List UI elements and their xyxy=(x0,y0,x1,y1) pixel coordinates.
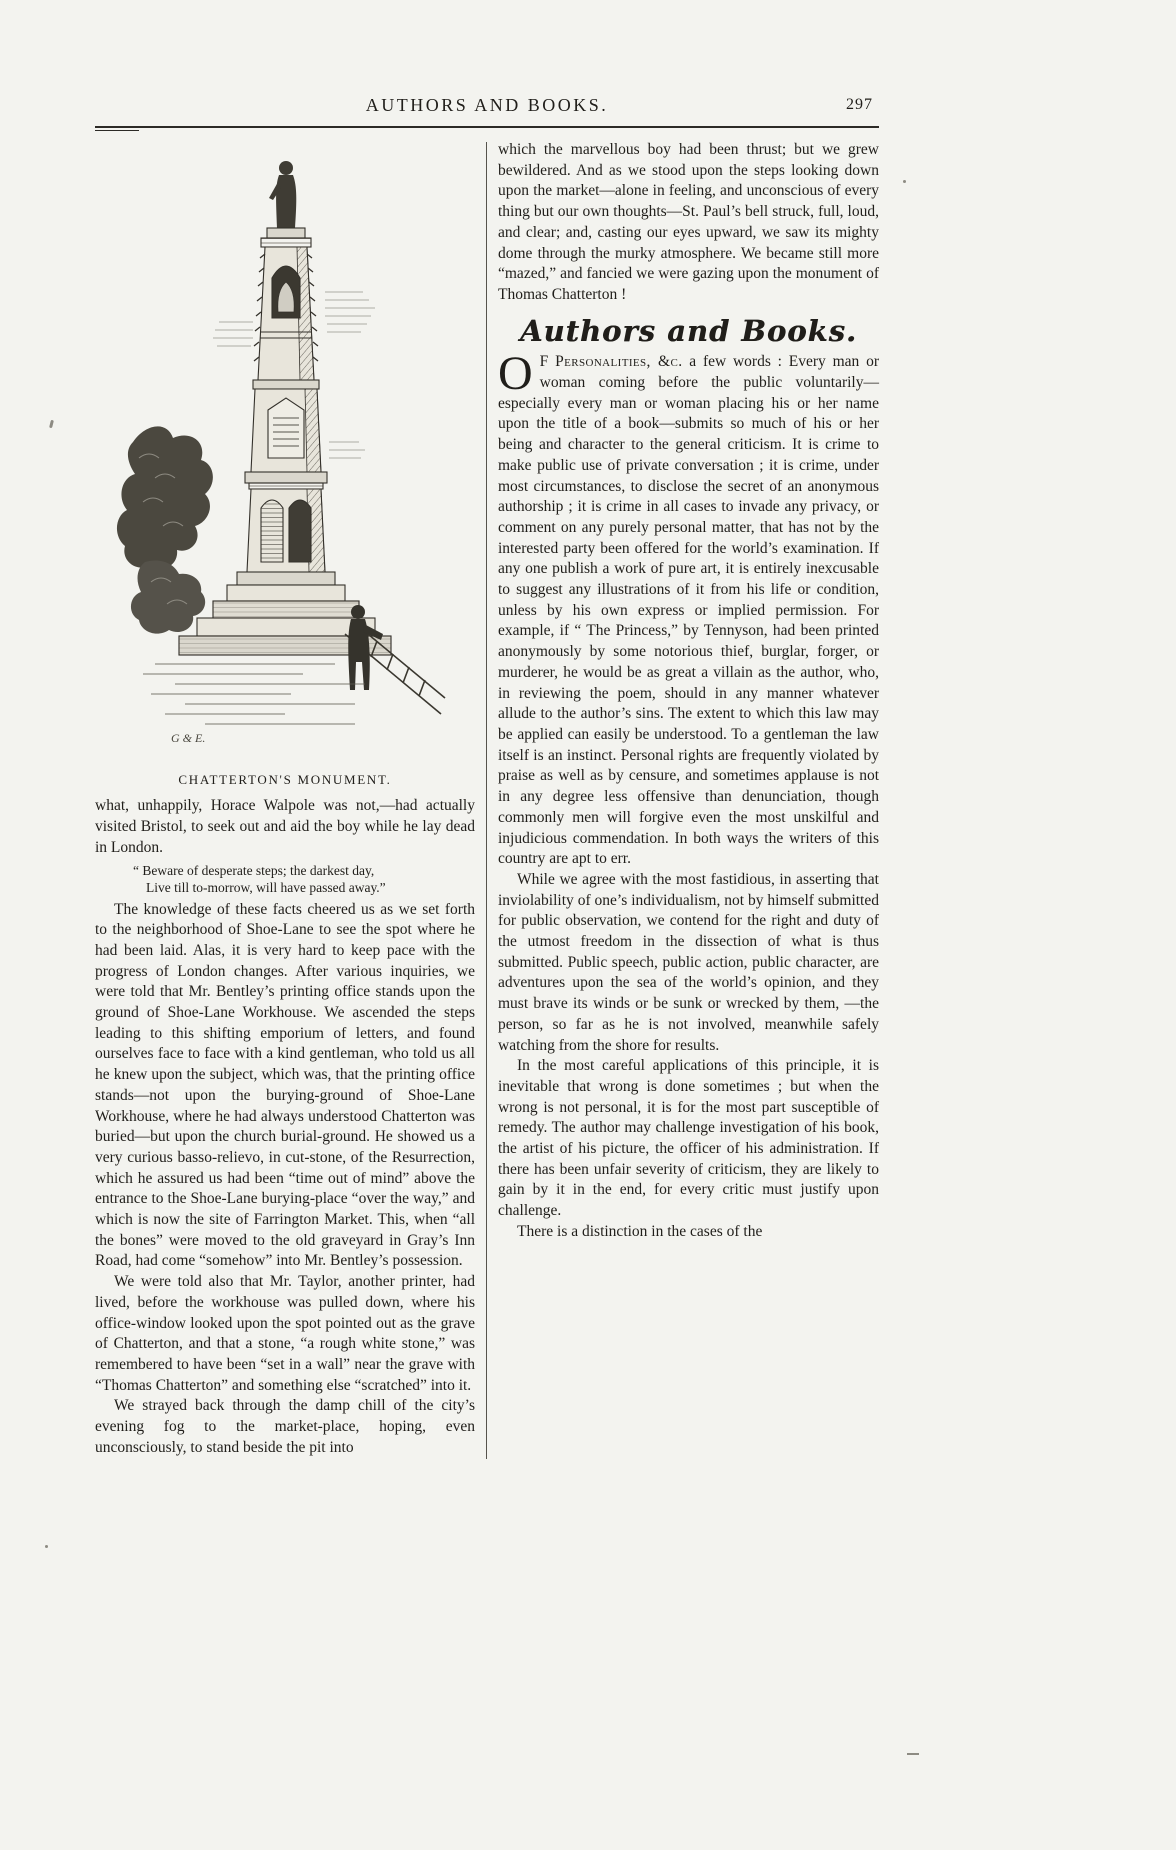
page-title: AUTHORS AND BOOKS. xyxy=(365,95,609,115)
scanned-page xyxy=(95,95,879,1459)
inscription-tablet xyxy=(268,398,304,458)
paragraph xyxy=(498,347,879,870)
verse-quote xyxy=(95,862,475,897)
chatterton-monument-illustration xyxy=(115,142,455,754)
column-divider xyxy=(486,142,487,1459)
scan-speck xyxy=(45,1545,48,1548)
page-number: 297 xyxy=(846,96,873,113)
foliage xyxy=(117,426,213,633)
two-column-body xyxy=(95,140,879,1459)
monument-structure xyxy=(179,161,391,655)
paragraph-text: a few words : Every man or woman coming before the public voluntarily—especially every man or woman placing his or her name upon the title of a book—submits so much of his or her being and character to the general criticism. It is crime to make public use of private conversation ; it is crime, under most circumstances, to disclose the secret of an anonymous authorship ; it is crime in all cases to invade any privacy, or comment on any purely personal matter, that has not by the interested party been offered for the world’s examination. If any one publish a work of pure art, it is entirely inexcusable to suggest any illustrations of it from his life or condition, unless by his own express or implied permission. For example, if “ The Princess,” by Tennyson, had been printed anonymously by some notorious thief, burglar, forger, or murderer, he would be as great a villain as the author, who, in reviewing the poem, should in any manner whatever allude to the author’s sins. The extent to which this law may be applied can easily be understood. To a gentleman the law itself is an instinct. Personal rights are frequently violated by praise as well as by censure, and sometimes applause is not in any degree less offensive than denunciation, though commonly men will forgive even the most unskilful and injudicious commendation. In both ways the writers of this country are apt to err. xyxy=(498,353,879,868)
illustration-figure xyxy=(95,142,475,790)
dropcap: O xyxy=(498,347,533,401)
paragraph: We were told also that Mr. Taylor, another printer, had lived, before the workhouse was pulled down, where his office-window looked upon the spot pointed out as the grave of Chatterton, and that a stone, “a rough white stone,” was remembered to have been “set in a wall” near the grave with “Thomas Chatterton” and something else “scratched” into it. xyxy=(95,1273,475,1394)
left-column xyxy=(95,140,475,1459)
lead-capital: F xyxy=(539,353,556,371)
running-header xyxy=(95,95,879,121)
scan-speck xyxy=(49,420,54,428)
right-column xyxy=(498,140,879,1459)
paragraph: In the most careful applications of this principle, it is inevitable that wrong is done sometimes ; but when the wrong is not personal, it is for the most part susceptible of remedy. The author may challenge investigation of his book, the artist of his picture, the officer of his administration. If there has been unfair severity of criticism, they are likely to gain by it in the end, for every critic must justify upon challenge. xyxy=(498,1057,879,1220)
verse-line: “ Beware of desperate steps; the darkest day, xyxy=(133,862,375,878)
header-rule xyxy=(95,126,879,128)
paragraph: While we agree with the most fastidious, in asserting that inviolability of one’s individualism, not by himself submitted for public observation, we contend for the right and duty of the utmost freedom in the dissection of what is thus submitted. Public speech, public action, public character, are adventures upon the sea of the world’s opinion, and they must brave its winds or be sunk or wrecked by them, —the person, so far as he is not involved, meanwhile safely watching from the shore for results. xyxy=(498,870,879,1054)
paragraph: what, unhappily, Horace Walpole was not,—had actually visited Bristol, to seek out and aid the boy while he lay dead in London. xyxy=(95,797,475,856)
paragraph: The knowledge of these facts cheered us as we set forth to the neighborhood of Shoe-Lane to see the spot where he had been laid. Alas, it is very hard to keep pace with the progress of London changes. After various inquiries, we were told that Mr. Bentley’s printing office stands upon the ground of Shoe-Lane Workhouse. We ascended the steps leading to this shifting emporium of letters, and found ourselves face to face with a kind gentleman, who told us all he knew upon the subject, which was, that the printing office stands—not upon the burying-ground of Shoe-Lane Workhouse, where he had always understood Chatterton was buried—but upon the church burial-ground. He showed us a very curious basso-relievo, in cut-stone, of the Resurrection, which he assured us had been “time out of mind” above the entrance to the Shoe-Lane burying-place “over the way,” and which is now the site of Farrington Market. This, when “all the bones” were moved to the old graveyard in Gray’s Inn Road, had come “somehow” into Mr. Bentley’s possession. xyxy=(95,900,475,1270)
paragraph: We strayed back through the damp chill of the city’s evening fog to the market-place, hoping, even unconsciously, to stand beside the pit into xyxy=(95,1397,475,1456)
section-heading: Authors and Books. xyxy=(519,313,858,348)
scan-speck xyxy=(903,180,906,183)
illustration-caption: CHATTERTON'S MONUMENT. xyxy=(178,771,392,787)
statue-figure xyxy=(269,161,296,228)
ground-hatching xyxy=(143,664,365,724)
paragraph: which the marvellous boy had been thrust; but we grew bewildered. And as we stood upon the steps looking down upon the market—alone in feeling, and unconscious of every thing but our own thoughts—St. Paul’s bell struck, full, loud, and clear; and, casting our eyes upward, we saw its mighty dome through the murky atmosphere. We became still more “mazed,” and fancied we were gazing upon the monument of Thomas Chatterton ! xyxy=(498,141,879,303)
scan-speck xyxy=(907,1753,919,1755)
lead-smallcaps: Personalities, &c. xyxy=(555,353,683,371)
paragraph: There is a distinction in the cases of the xyxy=(517,1222,763,1240)
engraver-signature: G & E. xyxy=(171,731,206,745)
verse-line: Live till to-morrow, will have passed away.” xyxy=(146,880,386,896)
